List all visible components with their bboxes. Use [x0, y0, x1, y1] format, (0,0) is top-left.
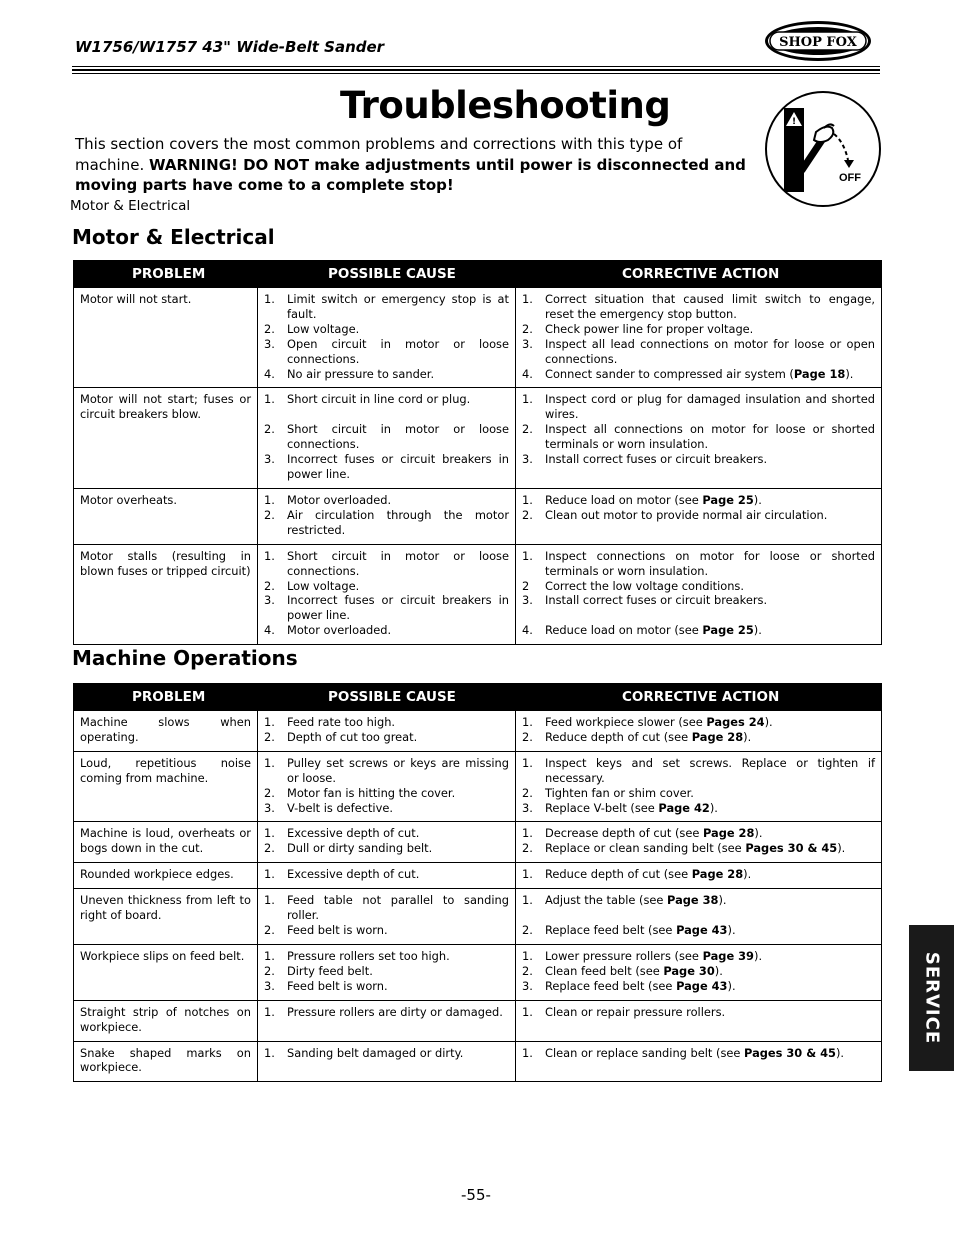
cause-item	[264, 422, 509, 452]
off-label: OFF	[839, 172, 861, 184]
action-number: 1.	[522, 492, 533, 507]
cause-text: Incorrect fuses or circuit breakers in power line.	[287, 452, 509, 482]
action-number: 4.	[522, 366, 533, 381]
action-number: 2.	[522, 729, 533, 744]
cause-number: 1.	[264, 492, 275, 507]
cause-text: Pressure rollers set too high.	[287, 948, 450, 963]
cause-number: 4.	[264, 623, 275, 638]
action-text: Replace feed belt (see Page 43).	[545, 923, 736, 938]
action-item	[522, 367, 875, 382]
action-item	[522, 826, 875, 841]
cause-text: No air pressure to sander.	[287, 366, 435, 381]
problem-cell: Uneven thickness from left to right of board.	[74, 889, 258, 945]
cause-number: 1.	[264, 755, 275, 770]
cause-number: 1.	[264, 893, 275, 908]
cause-number: 3.	[264, 800, 275, 815]
cause-cell	[258, 822, 516, 863]
table-row	[74, 388, 882, 489]
cause-text: Dirty feed belt.	[287, 963, 373, 978]
problem-cell: Workpiece slips on feed belt.	[74, 944, 258, 1000]
action-text: Clean out motor to provide normal air circulation.	[545, 507, 828, 522]
cause-text: Low voltage.	[287, 321, 360, 336]
action-text: Correct the low voltage conditions.	[545, 578, 744, 593]
action-text: Inspect all lead connections on motor for loose or open connections.	[545, 336, 875, 366]
action-item	[522, 292, 875, 322]
action-cell	[516, 488, 882, 544]
cause-item	[264, 893, 509, 923]
action-item	[522, 422, 875, 452]
cause-text: Short circuit in motor or loose connections.	[287, 422, 509, 452]
cause-text: Low voltage.	[287, 578, 360, 593]
page-number: -55-	[461, 1186, 491, 1204]
action-number: 2.	[522, 841, 533, 856]
action-item	[522, 730, 875, 745]
cause-number: 2.	[264, 507, 275, 522]
action-item	[522, 923, 875, 938]
section-heading-motor-electrical: Motor & Electrical	[72, 225, 275, 249]
cause-text: Incorrect fuses or circuit breakers in power line.	[287, 593, 509, 623]
action-number: 3.	[522, 452, 533, 467]
action-item	[522, 867, 875, 882]
cause-text: Excessive depth of cut.	[287, 867, 420, 882]
list-spacer	[522, 908, 875, 923]
cause-number: 2.	[264, 785, 275, 800]
action-text: Replace or clean sanding belt (see Pages 30 & 45).	[545, 841, 846, 856]
problem-cell: Motor will not start; fuses or circuit breakers blow.	[74, 388, 258, 489]
header-rule	[72, 66, 880, 67]
shop-fox-logo	[764, 20, 872, 62]
action-text: Check power line for proper voltage.	[545, 321, 754, 336]
cause-number: 3.	[264, 336, 275, 351]
action-text: Lower pressure rollers (see Page 39).	[545, 948, 763, 963]
cause-number: 1.	[264, 715, 275, 729]
table-row	[74, 863, 882, 889]
action-number: 3.	[522, 336, 533, 351]
action-item	[522, 893, 875, 908]
action-number: 3.	[522, 800, 533, 815]
action-item	[522, 623, 875, 638]
action-number: 1.	[522, 548, 533, 563]
action-number: 1.	[522, 867, 533, 882]
action-number: 1.	[522, 292, 533, 306]
list-spacer	[522, 608, 875, 623]
action-text: Clean or repair pressure rollers.	[545, 1004, 726, 1019]
problem-cell: Machine is loud, overheats or bogs down in the cut.	[74, 822, 258, 863]
list-spacer	[264, 407, 509, 422]
action-cell	[516, 1000, 882, 1041]
table-row	[74, 488, 882, 544]
cause-item	[264, 493, 509, 508]
cause-item	[264, 826, 509, 841]
action-number: 2	[522, 578, 530, 593]
action-number: 3.	[522, 978, 533, 993]
action-cell	[516, 889, 882, 945]
problem-cell: Loud, repetitious noise coming from machine.	[74, 751, 258, 822]
action-item	[522, 493, 875, 508]
action-item	[522, 579, 875, 594]
problem-cell: Motor will not start.	[74, 288, 258, 388]
cause-number: 1.	[264, 392, 275, 407]
action-cell	[516, 288, 882, 388]
header-title: W1756/W1757 43" Wide-Belt Sander	[75, 38, 385, 56]
table-row	[74, 1041, 882, 1082]
col-header-action: CORRECTIVE ACTION	[516, 684, 882, 711]
action-cell	[516, 944, 882, 1000]
action-item	[522, 949, 875, 964]
action-number: 1.	[522, 755, 533, 770]
action-text: Adjust the table (see Page 38).	[545, 893, 727, 908]
action-number: 1.	[522, 1004, 533, 1019]
service-side-tab	[909, 925, 954, 1071]
table-row	[74, 822, 882, 863]
cause-text: Motor fan is hitting the cover.	[287, 785, 456, 800]
svg-text:SHOP FOX: SHOP FOX	[779, 35, 857, 50]
problem-cell: Straight strip of notches on workpiece.	[74, 1000, 258, 1041]
cause-text: Limit switch or emergency stop is at fault.	[287, 292, 509, 321]
cause-item	[264, 1046, 509, 1061]
cause-item	[264, 593, 509, 623]
action-cell	[516, 711, 882, 752]
cause-item	[264, 452, 509, 482]
action-cell	[516, 544, 882, 645]
cause-text: V-belt is defective.	[287, 800, 393, 815]
cause-number: 3.	[264, 593, 275, 608]
action-number: 2.	[522, 785, 533, 800]
cause-text: Pulley set screws or keys are missing or loose.	[287, 755, 509, 785]
table-row	[74, 711, 882, 752]
action-text: Inspect all connections on motor for loose or shorted terminals or worn insulation.	[545, 422, 875, 452]
cause-text: Dull or dirty sanding belt.	[287, 841, 433, 856]
cause-item	[264, 801, 509, 816]
cause-number: 1.	[264, 292, 275, 306]
action-cell	[516, 388, 882, 489]
action-item	[522, 322, 875, 337]
action-number: 1.	[522, 715, 533, 729]
action-item	[522, 452, 875, 467]
cause-number: 1.	[264, 1045, 275, 1060]
action-text: Inspect connections on motor for loose or shorted terminals or worn insulation.	[545, 548, 875, 578]
troubleshooting-table-machine-operations	[73, 683, 882, 1082]
cause-number: 1.	[264, 948, 275, 963]
action-item	[522, 1046, 875, 1061]
action-number: 2.	[522, 923, 533, 938]
action-number: 2.	[522, 422, 533, 437]
cause-cell	[258, 944, 516, 1000]
cause-item	[264, 579, 509, 594]
cause-number: 2.	[264, 922, 275, 937]
action-cell	[516, 751, 882, 822]
table-row	[74, 1000, 882, 1041]
table-row	[74, 889, 882, 945]
troubleshooting-table-motor-electrical	[73, 260, 882, 645]
cause-item	[264, 786, 509, 801]
action-text: Feed workpiece slower (see Pages 24).	[545, 715, 773, 729]
cause-text: Feed belt is worn.	[287, 922, 388, 937]
cause-text: Open circuit in motor or loose connections.	[287, 336, 509, 366]
cause-item	[264, 322, 509, 337]
action-number: 1.	[522, 948, 533, 963]
cause-cell	[258, 711, 516, 752]
col-header-cause: POSSIBLE CAUSE	[258, 261, 516, 288]
action-text: Clean feed belt (see Page 30).	[545, 963, 723, 978]
action-number: 2.	[522, 321, 533, 336]
col-header-action: CORRECTIVE ACTION	[516, 261, 882, 288]
cause-item	[264, 949, 509, 964]
cause-cell	[258, 863, 516, 889]
action-item	[522, 786, 875, 801]
cause-item	[264, 964, 509, 979]
cause-number: 2.	[264, 321, 275, 336]
cause-item	[264, 756, 509, 786]
cause-item	[264, 337, 509, 367]
action-item	[522, 715, 875, 730]
svg-text:!: !	[791, 117, 797, 127]
intro-text: This section covers the most common problems and corrections with this type of machine.	[75, 135, 683, 174]
action-item	[522, 508, 875, 523]
cause-item	[264, 292, 509, 322]
action-number: 1.	[522, 1045, 533, 1060]
col-header-problem: PROBLEM	[74, 684, 258, 711]
cause-item	[264, 623, 509, 638]
cause-number: 4.	[264, 366, 275, 381]
cause-number: 2.	[264, 841, 275, 856]
action-item	[522, 964, 875, 979]
cause-text: Depth of cut too great.	[287, 729, 418, 744]
cause-cell	[258, 288, 516, 388]
cause-cell	[258, 889, 516, 945]
cause-cell	[258, 751, 516, 822]
table-row	[74, 751, 882, 822]
intro-warning: WARNING! DO NOT make adjustments until power is disconnected and moving parts have come to a complete stop!	[75, 155, 746, 194]
section-heading-machine-operations: Machine Operations	[72, 646, 298, 670]
cause-number: 1.	[264, 548, 275, 563]
action-cell	[516, 822, 882, 863]
cause-text: Feed rate too high.	[287, 715, 396, 729]
cause-item	[264, 867, 509, 882]
cause-text: Short circuit in line cord or plug.	[287, 392, 471, 407]
cause-text: Feed belt is worn.	[287, 978, 388, 993]
cause-number: 2.	[264, 729, 275, 744]
cause-number: 2.	[264, 422, 275, 437]
action-item	[522, 979, 875, 994]
action-text: Install correct fuses or circuit breakers.	[545, 452, 768, 467]
cause-item	[264, 508, 509, 538]
problem-cell: Rounded workpiece edges.	[74, 863, 258, 889]
action-text: Correct situation that caused limit switch to engage, reset the emergency stop button.	[545, 292, 875, 321]
power-off-warning-icon	[764, 90, 882, 208]
intro-paragraph	[75, 134, 755, 196]
cause-cell	[258, 1041, 516, 1082]
cause-number: 1.	[264, 1004, 275, 1019]
table-row	[74, 944, 882, 1000]
action-item	[522, 337, 875, 367]
cause-text: Short circuit in motor or loose connections.	[287, 548, 509, 578]
cause-number: 1.	[264, 867, 275, 882]
action-cell	[516, 863, 882, 889]
cause-item	[264, 923, 509, 938]
action-item	[522, 1005, 875, 1020]
cause-item	[264, 841, 509, 856]
action-text: Reduce load on motor (see Page 25).	[545, 623, 762, 638]
section-caption: Motor & Electrical	[70, 198, 191, 214]
cause-item	[264, 549, 509, 579]
action-text: Replace feed belt (see Page 43).	[545, 978, 736, 993]
action-item	[522, 392, 875, 422]
action-number: 2.	[522, 507, 533, 522]
table-row	[74, 544, 882, 645]
action-text: Install correct fuses or circuit breakers.	[545, 593, 768, 608]
action-text: Reduce depth of cut (see Page 28).	[545, 729, 752, 744]
header-rule	[72, 69, 880, 71]
cause-cell	[258, 488, 516, 544]
cause-text: Sanding belt damaged or dirty.	[287, 1045, 464, 1060]
action-item	[522, 593, 875, 608]
cause-number: 3.	[264, 452, 275, 467]
table-row	[74, 288, 882, 388]
action-text: Connect sander to compressed air system (Page 18).	[545, 366, 854, 381]
action-item	[522, 549, 875, 579]
action-text: Replace V-belt (see Page 42).	[545, 800, 718, 815]
problem-cell: Machine slows when operating.	[74, 711, 258, 752]
cause-item	[264, 367, 509, 382]
action-text: Reduce depth of cut (see Page 28).	[545, 867, 752, 882]
col-header-cause: POSSIBLE CAUSE	[258, 684, 516, 711]
action-number: 4.	[522, 623, 533, 638]
problem-cell: Snake shaped marks on workpiece.	[74, 1041, 258, 1082]
cause-cell	[258, 544, 516, 645]
cause-item	[264, 979, 509, 994]
cause-number: 2.	[264, 578, 275, 593]
action-item	[522, 756, 875, 786]
cause-item	[264, 1005, 509, 1020]
cause-item	[264, 715, 509, 730]
cause-text: Motor overloaded.	[287, 623, 392, 638]
action-item	[522, 801, 875, 816]
action-text: Reduce load on motor (see Page 25).	[545, 492, 762, 507]
cause-text: Air circulation through the motor restricted.	[287, 507, 509, 537]
action-number: 2.	[522, 963, 533, 978]
cause-text: Pressure rollers are dirty or damaged.	[287, 1004, 503, 1019]
action-text: Inspect keys and set screws. Replace or tighten if necessary.	[545, 755, 875, 785]
page-title: Troubleshooting	[340, 84, 671, 127]
action-cell	[516, 1041, 882, 1082]
action-text: Tighten fan or shim cover.	[545, 785, 694, 800]
cause-item	[264, 730, 509, 745]
col-header-problem: PROBLEM	[74, 261, 258, 288]
cause-item	[264, 392, 509, 407]
header-rule	[72, 73, 880, 74]
side-tab-label: SERVICE	[921, 951, 942, 1045]
action-text: Clean or replace sanding belt (see Pages 30 & 45).	[545, 1045, 845, 1060]
cause-text: Feed table not parallel to sanding roller.	[287, 893, 509, 923]
cause-number: 2.	[264, 963, 275, 978]
action-number: 1.	[522, 826, 533, 841]
cause-cell	[258, 1000, 516, 1041]
problem-cell: Motor overheats.	[74, 488, 258, 544]
cause-cell	[258, 388, 516, 489]
action-text: Decrease depth of cut (see Page 28).	[545, 826, 763, 841]
action-number: 1.	[522, 893, 533, 908]
problem-cell: Motor stalls (resulting in blown fuses or tripped circuit)	[74, 544, 258, 645]
action-text: Inspect cord or plug for damaged insulation and shorted wires.	[545, 392, 875, 422]
cause-number: 3.	[264, 978, 275, 993]
cause-text: Excessive depth of cut.	[287, 826, 420, 841]
action-number: 3.	[522, 593, 533, 608]
cause-number: 1.	[264, 826, 275, 841]
action-item	[522, 841, 875, 856]
action-number: 1.	[522, 392, 533, 407]
cause-text: Motor overloaded.	[287, 492, 392, 507]
